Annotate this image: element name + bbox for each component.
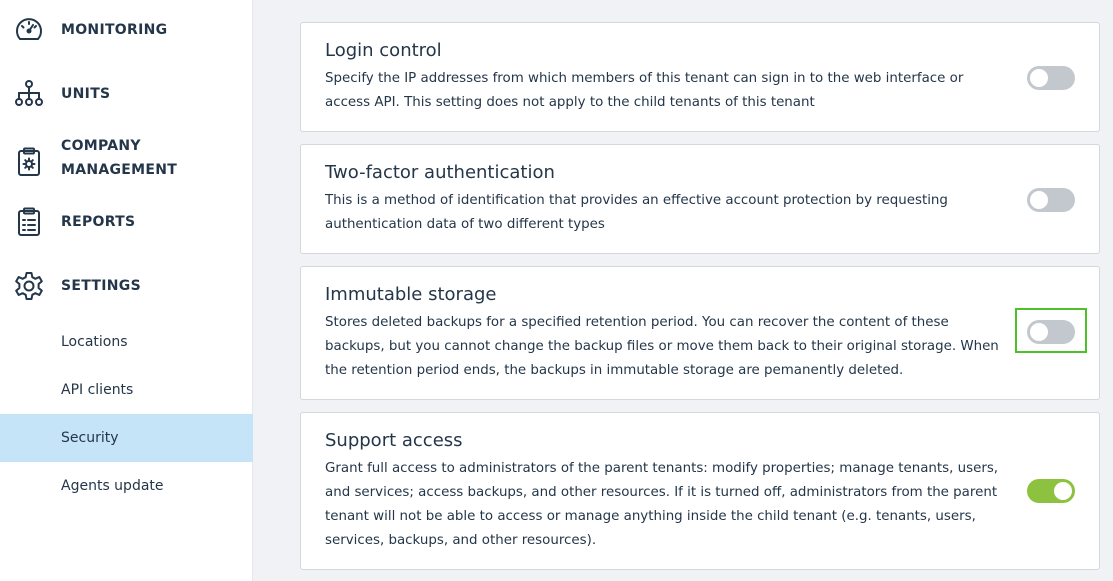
two-factor-toggle[interactable] xyxy=(1027,188,1075,212)
card-title: Login control xyxy=(325,40,442,61)
nav-monitoring-label: MONITORING xyxy=(61,22,168,38)
card-title: Support access xyxy=(325,430,463,451)
sidebar-item-label: API clients xyxy=(61,382,134,398)
nav-settings[interactable] xyxy=(0,270,253,302)
toggle-knob xyxy=(1030,191,1048,209)
nav-company-label-line2: MANAGEMENT xyxy=(61,162,178,178)
card-support-access xyxy=(300,412,1100,570)
card-title: Immutable storage xyxy=(325,284,497,305)
focus-highlight xyxy=(1015,308,1087,353)
nav-company-label-line1: COMPANY xyxy=(61,138,141,154)
sidebar-item-label: Security xyxy=(61,430,119,446)
card-title: Two-factor authentication xyxy=(325,162,555,183)
report-icon xyxy=(13,206,45,238)
nav-reports[interactable] xyxy=(0,206,253,238)
speedometer-icon xyxy=(13,14,45,46)
card-immutable-storage xyxy=(300,266,1100,400)
support-access-toggle[interactable] xyxy=(1027,479,1075,503)
card-description: Grant full access to administrators of the parent tenants: modify properties; manage tenants, users, and services; access backups, and other resources. If it is turned off, administrators from the parent tenant will not be able to access or manage anything inside the child tenant (e.g. tenants, users, services, backups, and other resources). xyxy=(325,461,999,548)
nav-reports-label: REPORTS xyxy=(61,214,136,230)
hierarchy-icon xyxy=(13,78,45,110)
toggle-knob xyxy=(1030,69,1048,87)
nav-company-management[interactable] xyxy=(0,134,253,190)
sidebar-item-security[interactable] xyxy=(0,414,253,462)
card-description: This is a method of identification that provides an effective account protection by requesting authentication data of two different types xyxy=(325,193,948,232)
nav-units-label: UNITS xyxy=(61,86,111,102)
card-two-factor-authentication xyxy=(300,144,1100,254)
sidebar-item-locations[interactable] xyxy=(0,318,253,366)
clipboard-gear-icon xyxy=(13,146,45,178)
gear-icon xyxy=(13,270,45,302)
sidebar xyxy=(0,0,253,581)
nav-settings-label: SETTINGS xyxy=(61,278,141,294)
nav-monitoring[interactable] xyxy=(0,14,253,46)
nav-units[interactable] xyxy=(0,78,253,110)
sidebar-item-agents-update[interactable] xyxy=(0,462,253,510)
card-description: Specify the IP addresses from which members of this tenant can sign in to the web interface or access API. This setting does not apply to the child tenants of this tenant xyxy=(325,71,964,110)
card-login-control xyxy=(300,22,1100,132)
sidebar-item-label: Locations xyxy=(61,334,128,350)
sidebar-item-api-clients[interactable] xyxy=(0,366,253,414)
sidebar-item-label: Agents update xyxy=(61,478,164,494)
login-control-toggle[interactable] xyxy=(1027,66,1075,90)
card-description: Stores deleted backups for a specified retention period. You can recover the content of these backups, but you cannot change the backup files or move them back to their original storage. When the retention period ends, the backups in immutable storage are pemanently deleted. xyxy=(325,315,999,378)
toggle-knob xyxy=(1054,482,1072,500)
